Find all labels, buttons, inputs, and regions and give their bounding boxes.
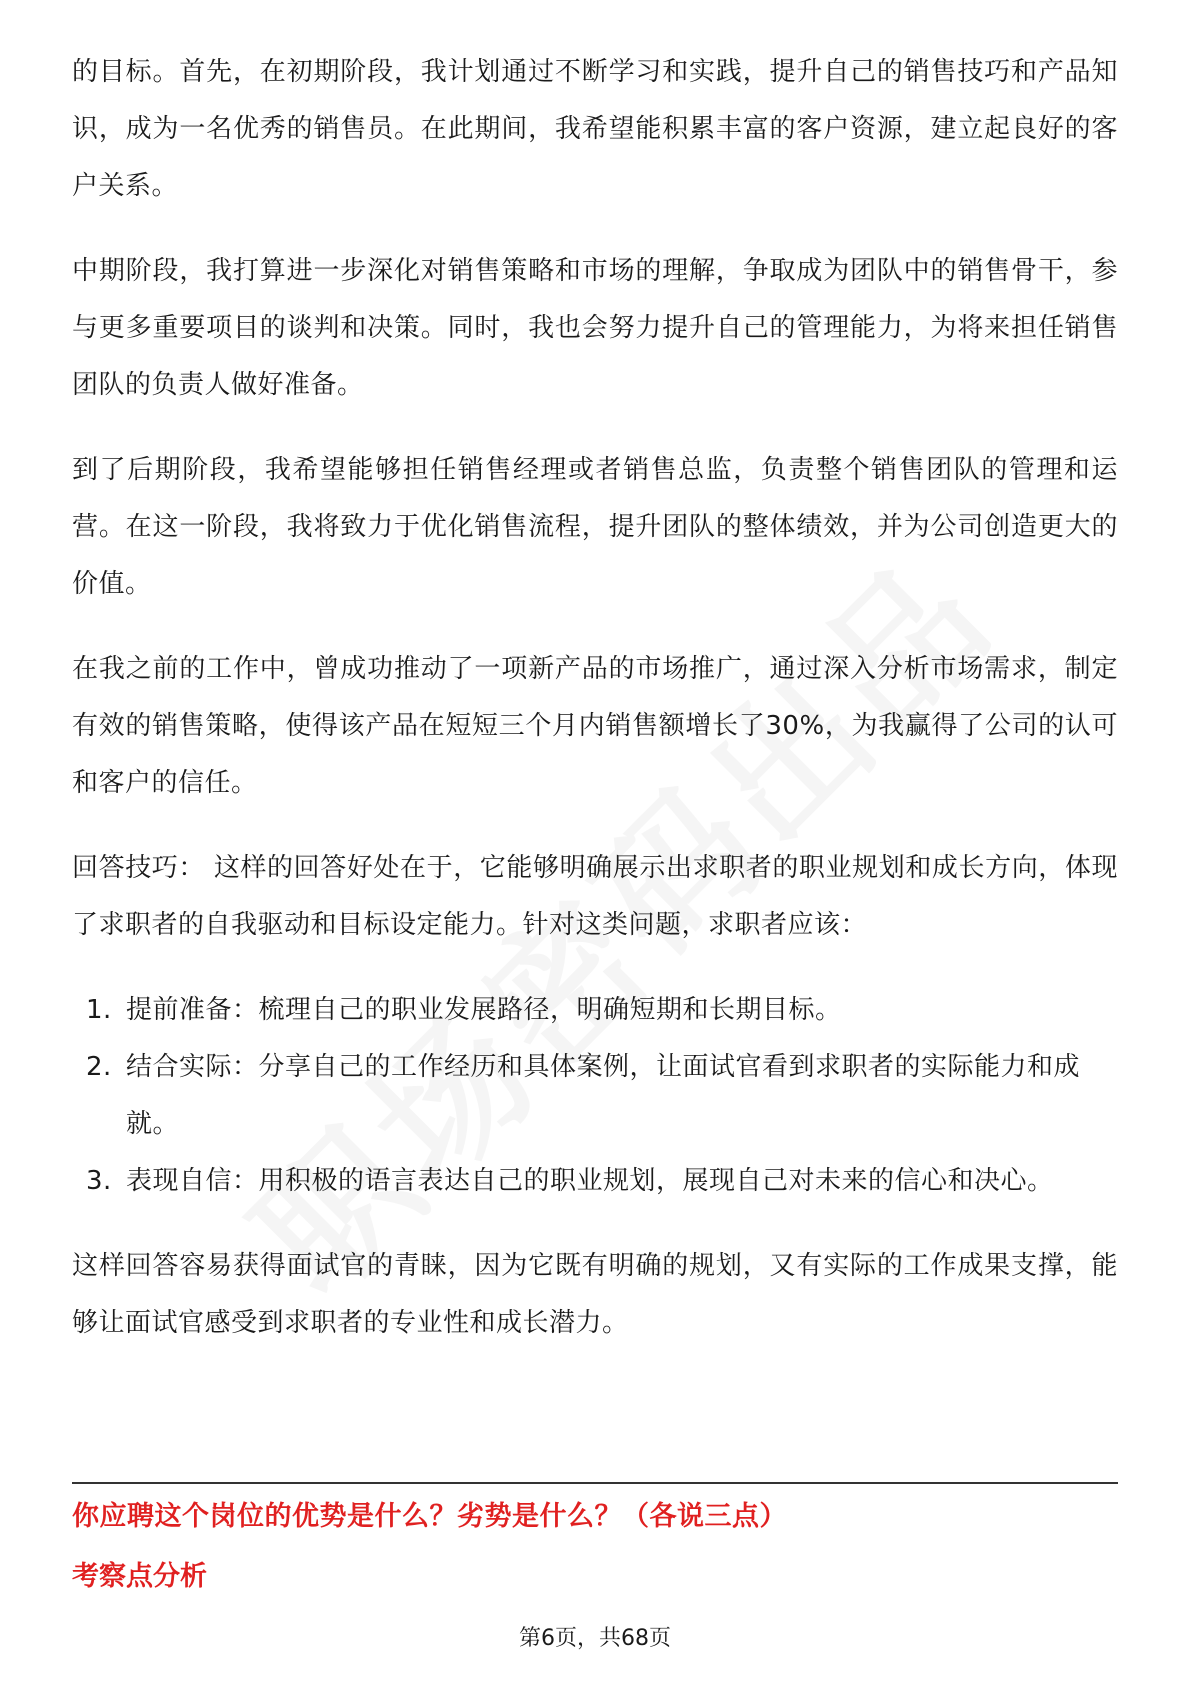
list-item-text: 提前准备：梳理自己的职业发展路径，明确短期和长期目标。 (126, 995, 842, 1025)
list-item (72, 1039, 1118, 1153)
analysis-heading: 考察点分析 (72, 1561, 207, 1592)
paragraph: 中期阶段，我打算进一步深化对销售策略和市场的理解，争取成为团队中的销售骨干，参与更多重要项目的谈判和决策。同时，我也会努力提升自己的管理能力，为将来担任销售团队的负责人做好准备。 (72, 256, 1118, 400)
list-item (72, 1153, 1118, 1210)
page-number-footer: 第6页，共68页 (519, 1626, 671, 1651)
paragraph: 的目标。首先，在初期阶段，我计划通过不断学习和实践，提升自己的销售技巧和产品知识，成为一名优秀的销售员。在此期间，我希望能积累丰富的客户资源，建立起良好的客户关系。 (72, 57, 1118, 201)
list-number: 1. (86, 995, 112, 1025)
section-divider (72, 1482, 1118, 1484)
tips-list (72, 982, 1118, 1210)
answer-tips-intro: 回答技巧： 这样的回答好处在于，它能够明确展示出求职者的职业规划和成长方向，体现了求职者的自我驱动和目标设定能力。针对这类问题，求职者应该： (72, 853, 1118, 940)
body-content (72, 44, 1118, 1380)
list-item-text: 表现自信：用积极的语言表达自己的职业规划，展现自己对未来的信心和决心。 (126, 1166, 1054, 1196)
paragraph: 在我之前的工作中，曾成功推动了一项新产品的市场推广，通过深入分析市场需求，制定有效的销售策略，使得该产品在短短三个月内销售额增长了30%，为我赢得了公司的认可和客户的信任。 (72, 654, 1118, 798)
list-number: 2. (86, 1052, 112, 1082)
question-heading: 你应聘这个岗位的优势是什么？劣势是什么？（各说三点） (72, 1501, 787, 1532)
list-number: 3. (86, 1166, 112, 1196)
paragraph: 到了后期阶段，我希望能够担任销售经理或者销售总监，负责整个销售团队的管理和运营。在这一阶段，我将致力于优化销售流程，提升团队的整体绩效，并为公司创造更大的价值。 (72, 455, 1118, 599)
closing-paragraph: 这样回答容易获得面试官的青睐，因为它既有明确的规划，又有实际的工作成果支撑，能够让面试官感受到求职者的专业性和成长潜力。 (72, 1251, 1118, 1338)
list-item-text: 结合实际：分享自己的工作经历和具体案例，让面试官看到求职者的实际能力和成就。 (126, 1052, 1081, 1139)
list-item (72, 982, 1118, 1039)
